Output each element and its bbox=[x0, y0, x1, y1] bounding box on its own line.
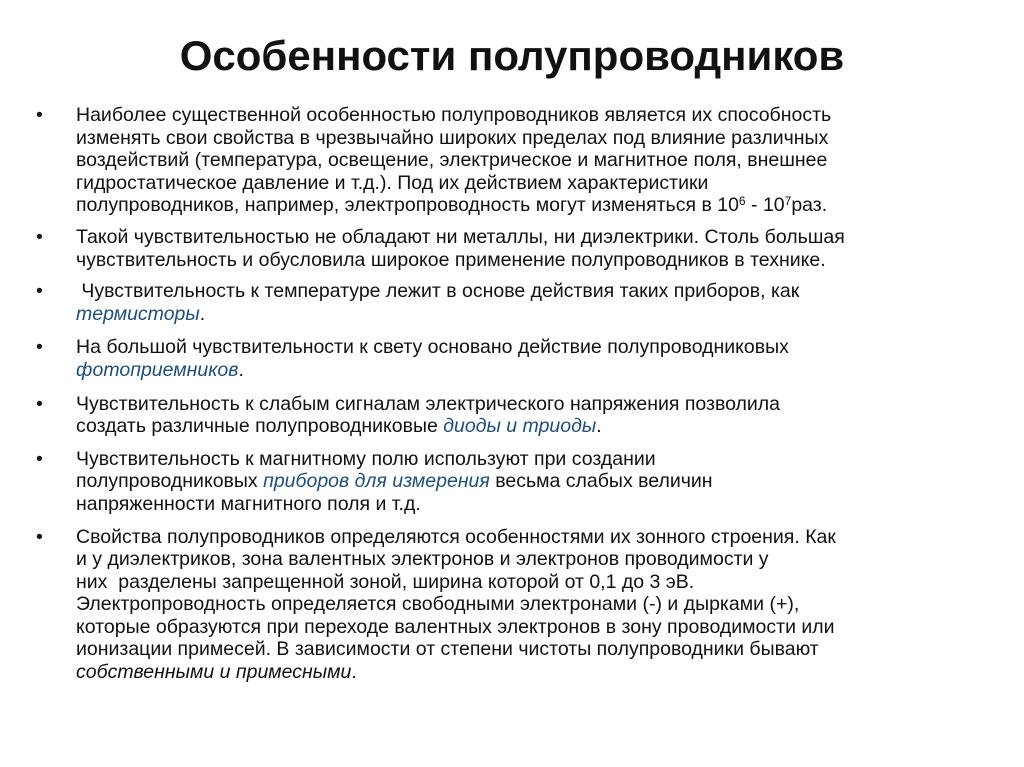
bullet-line: напряженности магнитного поля и т.д. bbox=[76, 492, 421, 515]
bullet-line: воздействий (температура, освещение, электрическое и магнитное поля, внешнее bbox=[76, 149, 828, 172]
bullet-line: Электропроводность определяется свободными электронами (-) и дырками (+), bbox=[76, 593, 800, 616]
bullet-item-6 bbox=[36, 448, 1006, 516]
bullet-line: ионизации примесей. В зависимости от степени чистоты полупроводники бывают bbox=[76, 638, 819, 661]
term-photodetectors: фотоприемников bbox=[76, 358, 239, 381]
bullet-dot: • bbox=[36, 447, 43, 470]
bullet-line: Чувствительность к слабым сигналам электрического напряжения позволила bbox=[76, 392, 781, 415]
bullet-line: них разделены запрещенной зоной, ширина которой от 0,1 до 3 эВ. bbox=[76, 570, 695, 593]
bullet-item-1 bbox=[36, 104, 1006, 217]
bullet-line: Чувствительность к магнитному полю используют при создании bbox=[76, 447, 656, 470]
exponent: 6 bbox=[738, 194, 746, 209]
bullet-line: - 10 bbox=[745, 194, 785, 217]
bullet-dot: • bbox=[36, 225, 43, 248]
bullet-text: . bbox=[351, 661, 357, 684]
bullet-text: полупроводниковых bbox=[76, 470, 264, 493]
bullet-text: создать различные полупроводниковые bbox=[76, 415, 444, 438]
bullet-line: чувствительность и обусловила широкое применение полупроводников в технике. bbox=[76, 248, 826, 271]
term-intrinsic: собственными bbox=[76, 661, 215, 684]
bullet-line: Наиболее существенной особенностью полупроводников является их способность bbox=[76, 104, 832, 126]
bullet-dot: • bbox=[36, 525, 43, 548]
bullet-item-4 bbox=[36, 336, 1006, 381]
bullet-line: Свойства полупроводников определяются особенностями их зонного строения. Как bbox=[76, 525, 836, 548]
bullet-text: . bbox=[238, 358, 244, 381]
bullet-text: и bbox=[214, 661, 236, 684]
exponent: 7 bbox=[784, 194, 792, 209]
term-extrinsic: примесными bbox=[235, 661, 352, 684]
bullet-dot: • bbox=[36, 280, 43, 303]
bullet-item-3 bbox=[36, 280, 1006, 325]
bullet-text: . bbox=[596, 415, 602, 438]
bullet-list bbox=[36, 104, 1006, 693]
bullet-line: полупроводников, например, электропроводность могут изменяться в 10 bbox=[76, 194, 739, 217]
bullet-item-5 bbox=[36, 393, 1006, 438]
bullet-line: На большой чувствительности к свету основано действие полупроводниковых bbox=[76, 336, 789, 359]
bullet-line: и у диэлектриков, зона валентных электронов и электронов проводимости у bbox=[76, 548, 769, 571]
bullet-dot: • bbox=[36, 392, 43, 415]
bullet-item-7 bbox=[36, 526, 1006, 684]
term-measuring-devices: приборов для измерения bbox=[263, 470, 490, 493]
bullet-text: . bbox=[199, 302, 206, 325]
bullet-line: Чувствительность к температуре лежит в основе действия таких приборов, как bbox=[76, 280, 800, 303]
bullet-line: которые образуются при переходе валентных электронов в зону проводимости или bbox=[76, 615, 835, 638]
term-diodes-triodes: диоды и триоды bbox=[443, 415, 597, 438]
bullet-line: Такой чувствительностью не обладают ни металлы, ни диэлектрики. Столь большая bbox=[76, 225, 845, 248]
slide-title: Особенности полупроводников bbox=[179, 32, 845, 79]
bullet-line: гидростатическое давление и т.д.). Под их действием характеристики bbox=[76, 171, 709, 194]
bullet-dot: • bbox=[36, 104, 43, 126]
bullet-line: раз. bbox=[791, 194, 828, 217]
bullet-line: изменять свои свойства в чрезвычайно широких пределах под влияние различных bbox=[76, 126, 829, 149]
bullet-item-2 bbox=[36, 226, 1006, 271]
bullet-dot: • bbox=[36, 336, 43, 359]
bullet-text: весьма слабых величин bbox=[489, 470, 713, 493]
term-thermistors: термисторы bbox=[76, 302, 200, 325]
